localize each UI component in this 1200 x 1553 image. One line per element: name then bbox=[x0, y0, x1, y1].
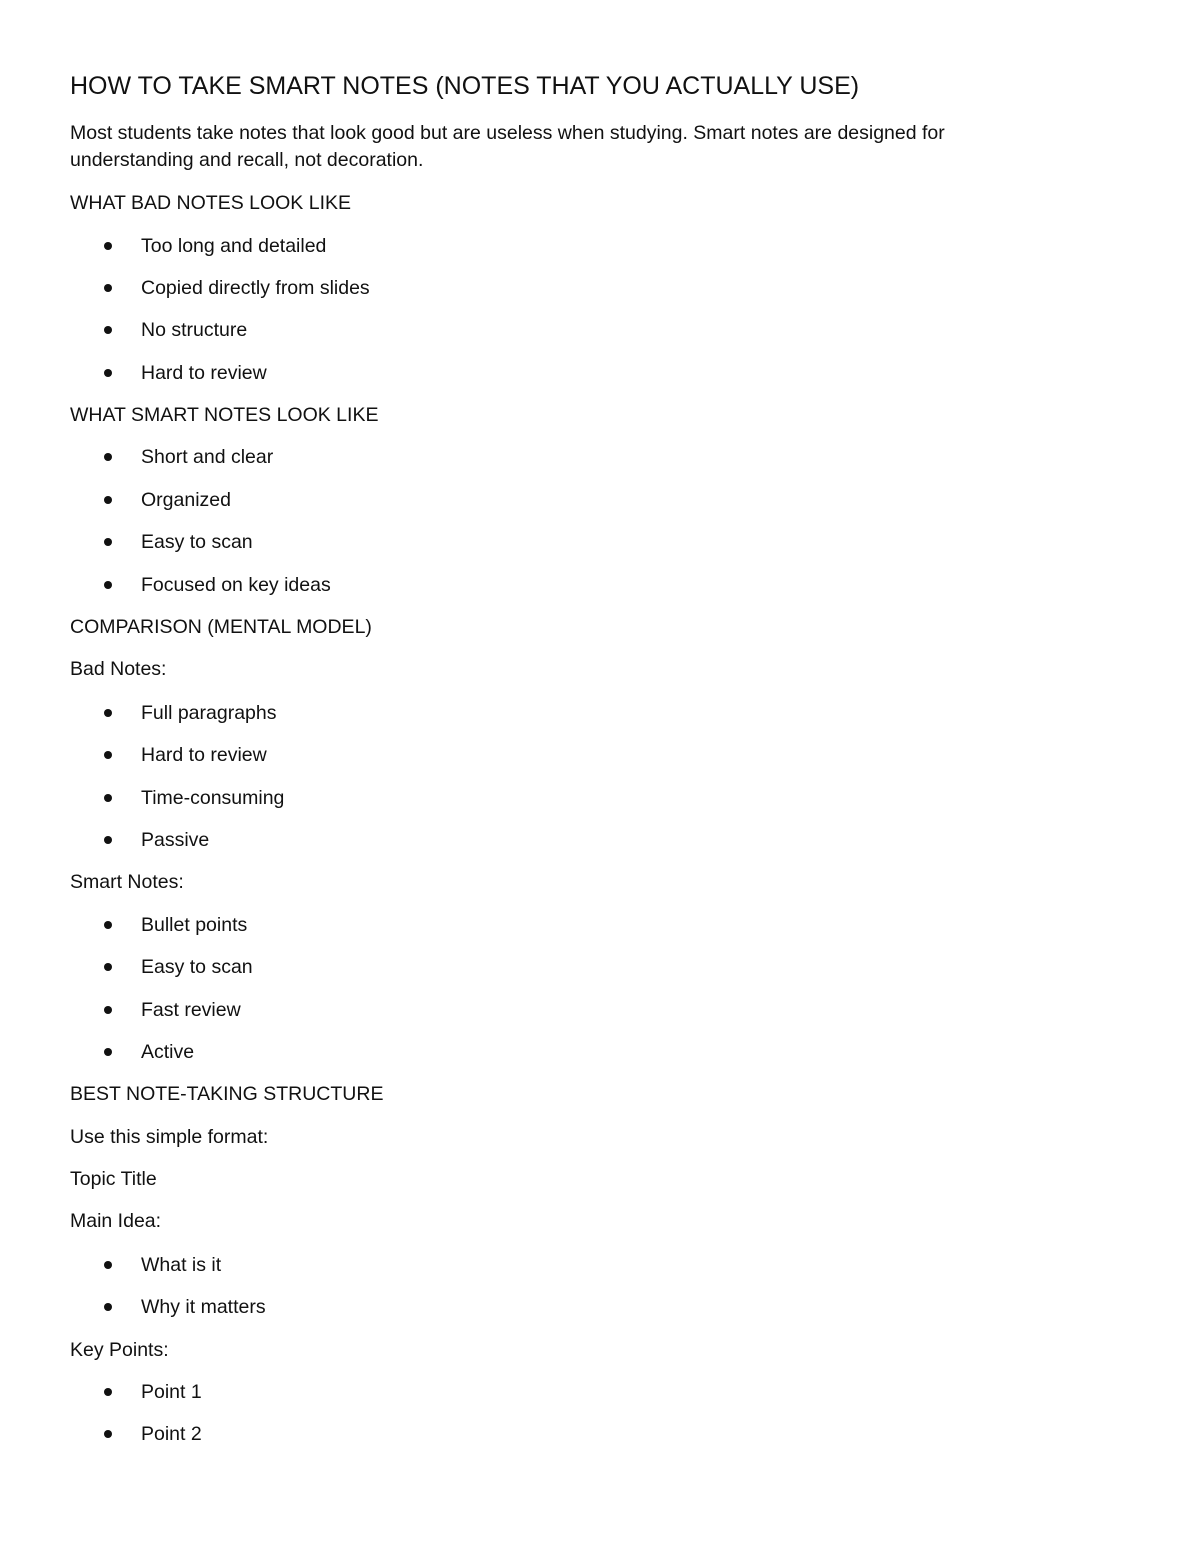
list-item: Copied directly from slides bbox=[141, 277, 370, 299]
comparison-bad-label: Bad Notes: bbox=[70, 658, 167, 680]
structure-intro: Use this simple format: bbox=[70, 1126, 269, 1148]
bullet-icon bbox=[104, 963, 112, 971]
bullet-icon bbox=[104, 1303, 112, 1311]
bullet-icon bbox=[104, 1430, 112, 1438]
comparison-smart-label: Smart Notes: bbox=[70, 871, 184, 893]
list-item: Short and clear bbox=[141, 446, 274, 468]
bullet-icon bbox=[104, 538, 112, 546]
document-title: HOW TO TAKE SMART NOTES (NOTES THAT YOU ACTUALLY USE) bbox=[70, 72, 860, 100]
bullet-icon bbox=[104, 284, 112, 292]
main-idea-label: Main Idea: bbox=[70, 1210, 162, 1232]
list-item: No structure bbox=[141, 319, 248, 341]
list-item: Hard to review bbox=[141, 362, 267, 384]
bullet-icon bbox=[104, 496, 112, 504]
section-heading-bad-notes: WHAT BAD NOTES LOOK LIKE bbox=[70, 192, 352, 214]
list-item: Time-consuming bbox=[141, 787, 285, 809]
bullet-icon bbox=[104, 326, 112, 334]
list-item: Organized bbox=[141, 489, 231, 511]
section-heading-comparison: COMPARISON (MENTAL MODEL) bbox=[70, 616, 372, 638]
list-item: What is it bbox=[141, 1254, 222, 1276]
bullet-icon bbox=[104, 1388, 112, 1396]
list-item: Point 1 bbox=[141, 1381, 202, 1403]
bullet-icon bbox=[104, 709, 112, 717]
list-item: Passive bbox=[141, 829, 210, 851]
section-heading-structure: BEST NOTE-TAKING STRUCTURE bbox=[70, 1083, 384, 1105]
bullet-icon bbox=[104, 369, 112, 377]
bullet-icon bbox=[104, 1006, 112, 1014]
list-item: Fast review bbox=[141, 999, 241, 1021]
topic-title-label: Topic Title bbox=[70, 1168, 157, 1190]
intro-paragraph: Most students take notes that look good but are useless when studying. Smart notes are designed for understanding and recall, not decoration. bbox=[70, 122, 945, 171]
bullet-icon bbox=[104, 794, 112, 802]
bullet-icon bbox=[104, 581, 112, 589]
key-points-label: Key Points: bbox=[70, 1339, 169, 1361]
list-item: Hard to review bbox=[141, 744, 267, 766]
list-item: Easy to scan bbox=[141, 956, 253, 978]
bullet-icon bbox=[104, 1261, 112, 1269]
list-item: Focused on key ideas bbox=[141, 574, 331, 596]
list-item: Easy to scan bbox=[141, 531, 253, 553]
bullet-icon bbox=[104, 921, 112, 929]
list-item: Bullet points bbox=[141, 914, 248, 936]
bullet-icon bbox=[104, 242, 112, 250]
list-item: Too long and detailed bbox=[141, 235, 327, 257]
bullet-icon bbox=[104, 751, 112, 759]
bullet-icon bbox=[104, 836, 112, 844]
bullet-icon bbox=[104, 1048, 112, 1056]
list-item: Active bbox=[141, 1041, 195, 1063]
section-heading-smart-notes: WHAT SMART NOTES LOOK LIKE bbox=[70, 404, 379, 426]
bullet-icon bbox=[104, 453, 112, 461]
list-item: Point 2 bbox=[141, 1423, 202, 1445]
list-item: Why it matters bbox=[141, 1296, 266, 1318]
list-item: Full paragraphs bbox=[141, 702, 277, 724]
